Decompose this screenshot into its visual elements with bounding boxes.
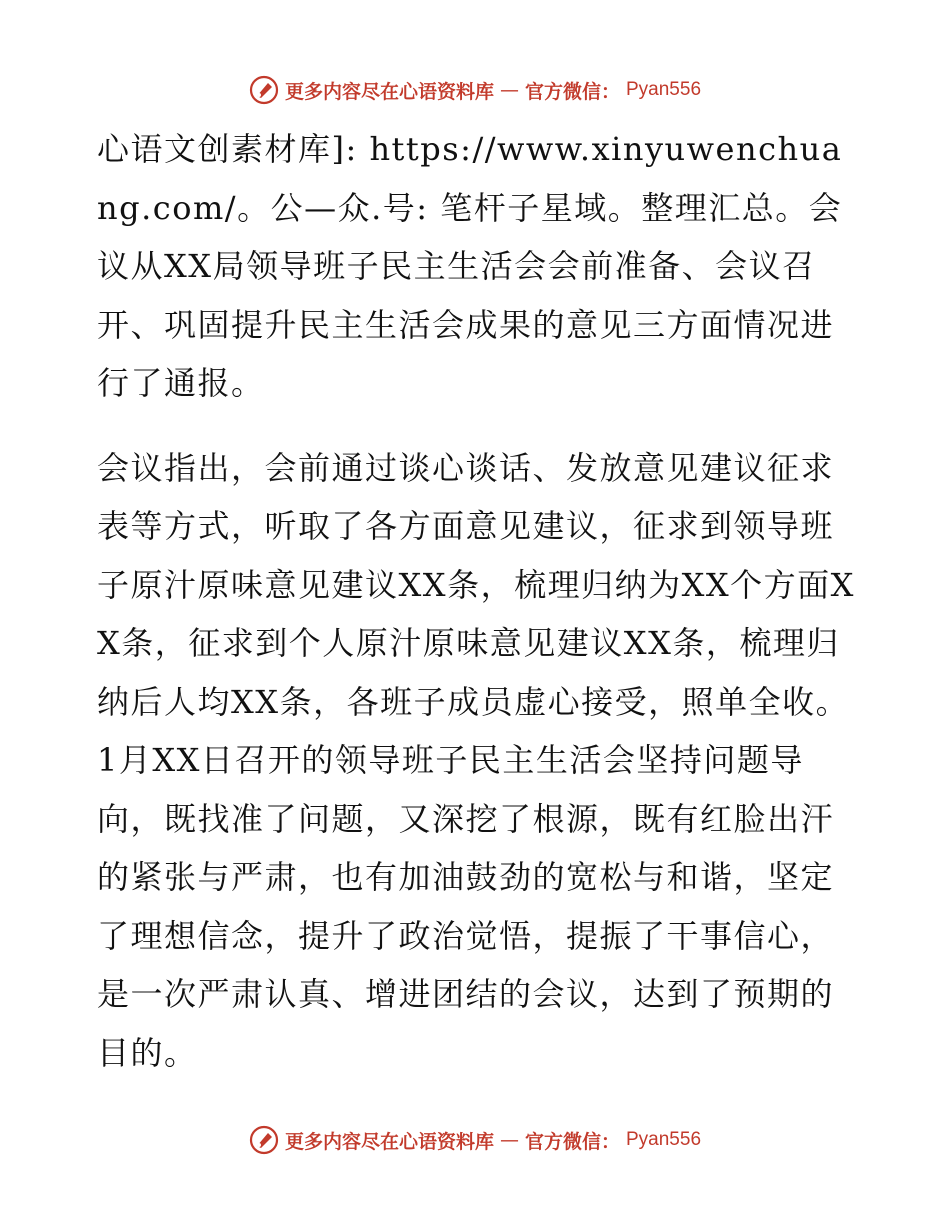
pen-nib-logo-icon	[249, 75, 279, 105]
pen-nib-logo-icon	[249, 1125, 279, 1155]
footer-brand-text: 更多内容尽在心语资料库	[284, 1130, 494, 1153]
footer-banner	[249, 1125, 701, 1155]
footer-wechat-id: Pyan556	[626, 1129, 702, 1150]
header-wechat-id: Pyan556	[626, 79, 702, 100]
header-banner	[249, 75, 701, 105]
header-brand-text: 更多内容尽在心语资料库	[284, 80, 494, 103]
paragraph-2: 会议指出，会前通过谈心谈话、发放意见建议征求表等方式，听取了各方面意见建议，征求到领导班子原汁原味意见建议XX条，梳理归纳为XX个方面XX条，征求到个人原汁原味意见建议XX条，梳理归纳后人均XX条，各班子成员虚心接受，照单全收。1月XX日召开的领导班子民主生活会坚持问题导向，既找准了问题，又深挖了根源，既有红脸出汗的紧张与严肃，也有加油鼓劲的宽松与和谐，坚定了理想信念，提升了政治觉悟，提振了干事信心，是一次严肃认真、增进团结的会议，达到了预期的目的。	[97, 448, 855, 1072]
document-body	[97, 120, 857, 1082]
paragraph-1: 心语文创素材库]: https://www.xinyuwenchuang.com/。公—众.号: 笔杆子星域。整理汇总。会议从XX局领导班子民主生活会会前准备、会议召开、巩固提升民主生活会成果的意见三方面情况进行了通报。	[97, 130, 843, 402]
footer-wechat-label: 官方微信：	[524, 1130, 620, 1153]
header-wechat-label: 官方微信：	[524, 80, 620, 103]
page-header	[0, 70, 950, 110]
header-dash: —	[499, 79, 519, 101]
footer-dash: —	[499, 1129, 519, 1151]
page-footer	[0, 1120, 950, 1160]
